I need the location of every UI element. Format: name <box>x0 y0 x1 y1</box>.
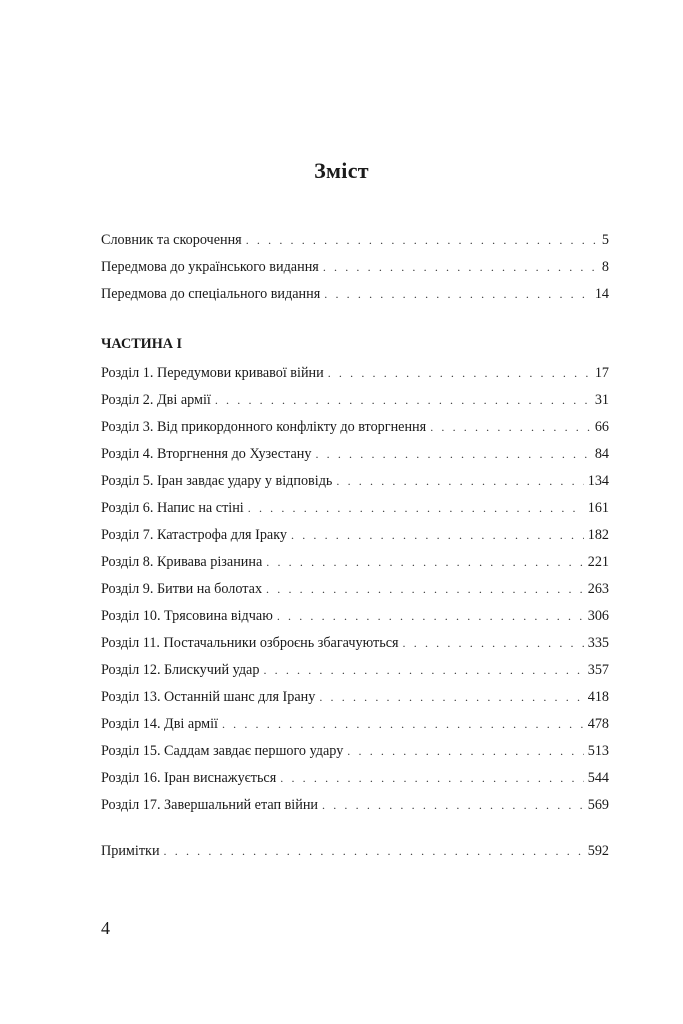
leader-dots <box>248 498 584 518</box>
toc-entry-page: 8 <box>601 259 609 275</box>
leader-dots <box>164 841 584 861</box>
toc-entry-label: Розділ 14. Дві армії <box>101 716 218 732</box>
toc-entry-page: 14 <box>594 286 609 302</box>
toc-entry-chapter[interactable] <box>101 525 609 545</box>
toc-entry-page: 161 <box>587 500 609 516</box>
toc-entry-label: Розділ 15. Саддам завдає першого удару <box>101 743 344 759</box>
leader-dots <box>324 284 591 304</box>
part-heading: ЧАСТИНА І <box>101 336 183 352</box>
leader-dots <box>319 687 583 707</box>
toc-entry-label: Розділ 1. Передумови кривавої війни <box>101 365 324 381</box>
leader-dots <box>347 741 583 761</box>
leader-dots <box>315 444 590 464</box>
toc-entry-page: 84 <box>594 446 609 462</box>
toc-entry-page: 569 <box>587 797 609 813</box>
leader-dots <box>280 768 583 788</box>
page-number: 4 <box>101 918 110 938</box>
toc-entry-notes[interactable] <box>101 841 609 861</box>
toc-entry-chapter[interactable] <box>101 444 609 464</box>
leader-dots <box>222 714 584 734</box>
toc-entry-label: Розділ 3. Від прикордонного конфлікту до вторгнення <box>101 419 427 435</box>
toc-entry-label: Розділ 7. Катастрофа для Іраку <box>101 527 287 543</box>
toc-entry-label: Розділ 11. Постачальники озброєнь збагачуються <box>101 635 399 651</box>
toc-entry-page: 418 <box>587 689 609 705</box>
toc-entry-chapter[interactable] <box>101 363 609 383</box>
toc-entry-label: Розділ 6. Напис на стіні <box>101 500 244 516</box>
toc-entry-page: 592 <box>587 843 609 859</box>
toc-entry-label: Словник та скорочення <box>101 232 242 248</box>
toc-entry-page: 306 <box>587 608 609 624</box>
toc-entry-label: Розділ 16. Іран виснажується <box>101 770 277 786</box>
leader-dots <box>323 257 598 277</box>
toc-entry-chapter[interactable] <box>101 795 609 815</box>
toc-entry-label: Розділ 9. Битви на болотах <box>101 581 263 597</box>
toc-entry-chapter[interactable] <box>101 552 609 572</box>
toc-entry-label: Розділ 8. Кривава різанина <box>101 554 263 570</box>
toc-entry-label: Розділ 5. Іран завдає удару у відповідь <box>101 473 333 489</box>
toc-entry-chapter[interactable] <box>101 687 609 707</box>
leader-dots <box>277 606 584 626</box>
toc-entry-label: Передмова до спеціального видання <box>101 286 321 302</box>
toc-entry-preface-special[interactable] <box>101 284 609 304</box>
toc-entry-label: Розділ 13. Останній шанс для Ірану <box>101 689 316 705</box>
toc-entry-chapter[interactable] <box>101 660 609 680</box>
toc-entry-page: 263 <box>587 581 609 597</box>
toc-entry-chapter[interactable] <box>101 471 609 491</box>
toc-entry-page: 31 <box>594 392 609 408</box>
toc-entry-page: 221 <box>587 554 609 570</box>
toc-entry-chapter[interactable] <box>101 741 609 761</box>
toc-entry-page: 478 <box>587 716 609 732</box>
toc-entry-page: 17 <box>594 365 609 381</box>
toc-entry-chapter[interactable] <box>101 417 609 437</box>
toc-entry-chapter[interactable] <box>101 579 609 599</box>
toc-entry-page: 335 <box>587 635 609 651</box>
toc-title: Зміст <box>314 158 369 183</box>
toc-entry-chapter[interactable] <box>101 633 609 653</box>
toc-entry-chapter[interactable] <box>101 390 609 410</box>
toc-entry-label: Примітки <box>101 843 160 859</box>
leader-dots <box>430 417 591 437</box>
leader-dots <box>266 579 584 599</box>
toc-entry-page: 513 <box>587 743 609 759</box>
leader-dots <box>403 633 584 653</box>
toc-entry-preface-ukrainian[interactable] <box>101 257 609 277</box>
toc-entry-page: 5 <box>601 232 609 248</box>
toc-entry-page: 544 <box>587 770 609 786</box>
leader-dots <box>336 471 583 491</box>
leader-dots <box>291 525 584 545</box>
toc-entry-page: 182 <box>587 527 609 543</box>
toc-entry-page: 357 <box>587 662 609 678</box>
toc-entry-chapter[interactable] <box>101 768 609 788</box>
toc-entry-glossary[interactable] <box>101 230 609 250</box>
toc-entry-chapter[interactable] <box>101 714 609 734</box>
leader-dots <box>328 363 591 383</box>
toc-entry-chapter[interactable] <box>101 606 609 626</box>
leader-dots <box>215 390 591 410</box>
toc-entry-label: Розділ 17. Завершальний етап війни <box>101 797 319 813</box>
toc-entry-chapter[interactable] <box>101 498 609 518</box>
leader-dots <box>246 230 598 250</box>
leader-dots <box>263 660 583 680</box>
toc-entry-page: 66 <box>594 419 609 435</box>
leader-dots <box>322 795 584 815</box>
toc-entry-label: Передмова до українського видання <box>101 259 319 275</box>
toc-entry-page: 134 <box>587 473 609 489</box>
toc-entry-label: Розділ 12. Блискучий удар <box>101 662 260 678</box>
toc-entry-label: Розділ 10. Трясовина відчаю <box>101 608 273 624</box>
toc-entry-label: Розділ 4. Вторгнення до Хузестану <box>101 446 312 462</box>
leader-dots <box>266 552 583 572</box>
toc-entry-label: Розділ 2. Дві армії <box>101 392 211 408</box>
